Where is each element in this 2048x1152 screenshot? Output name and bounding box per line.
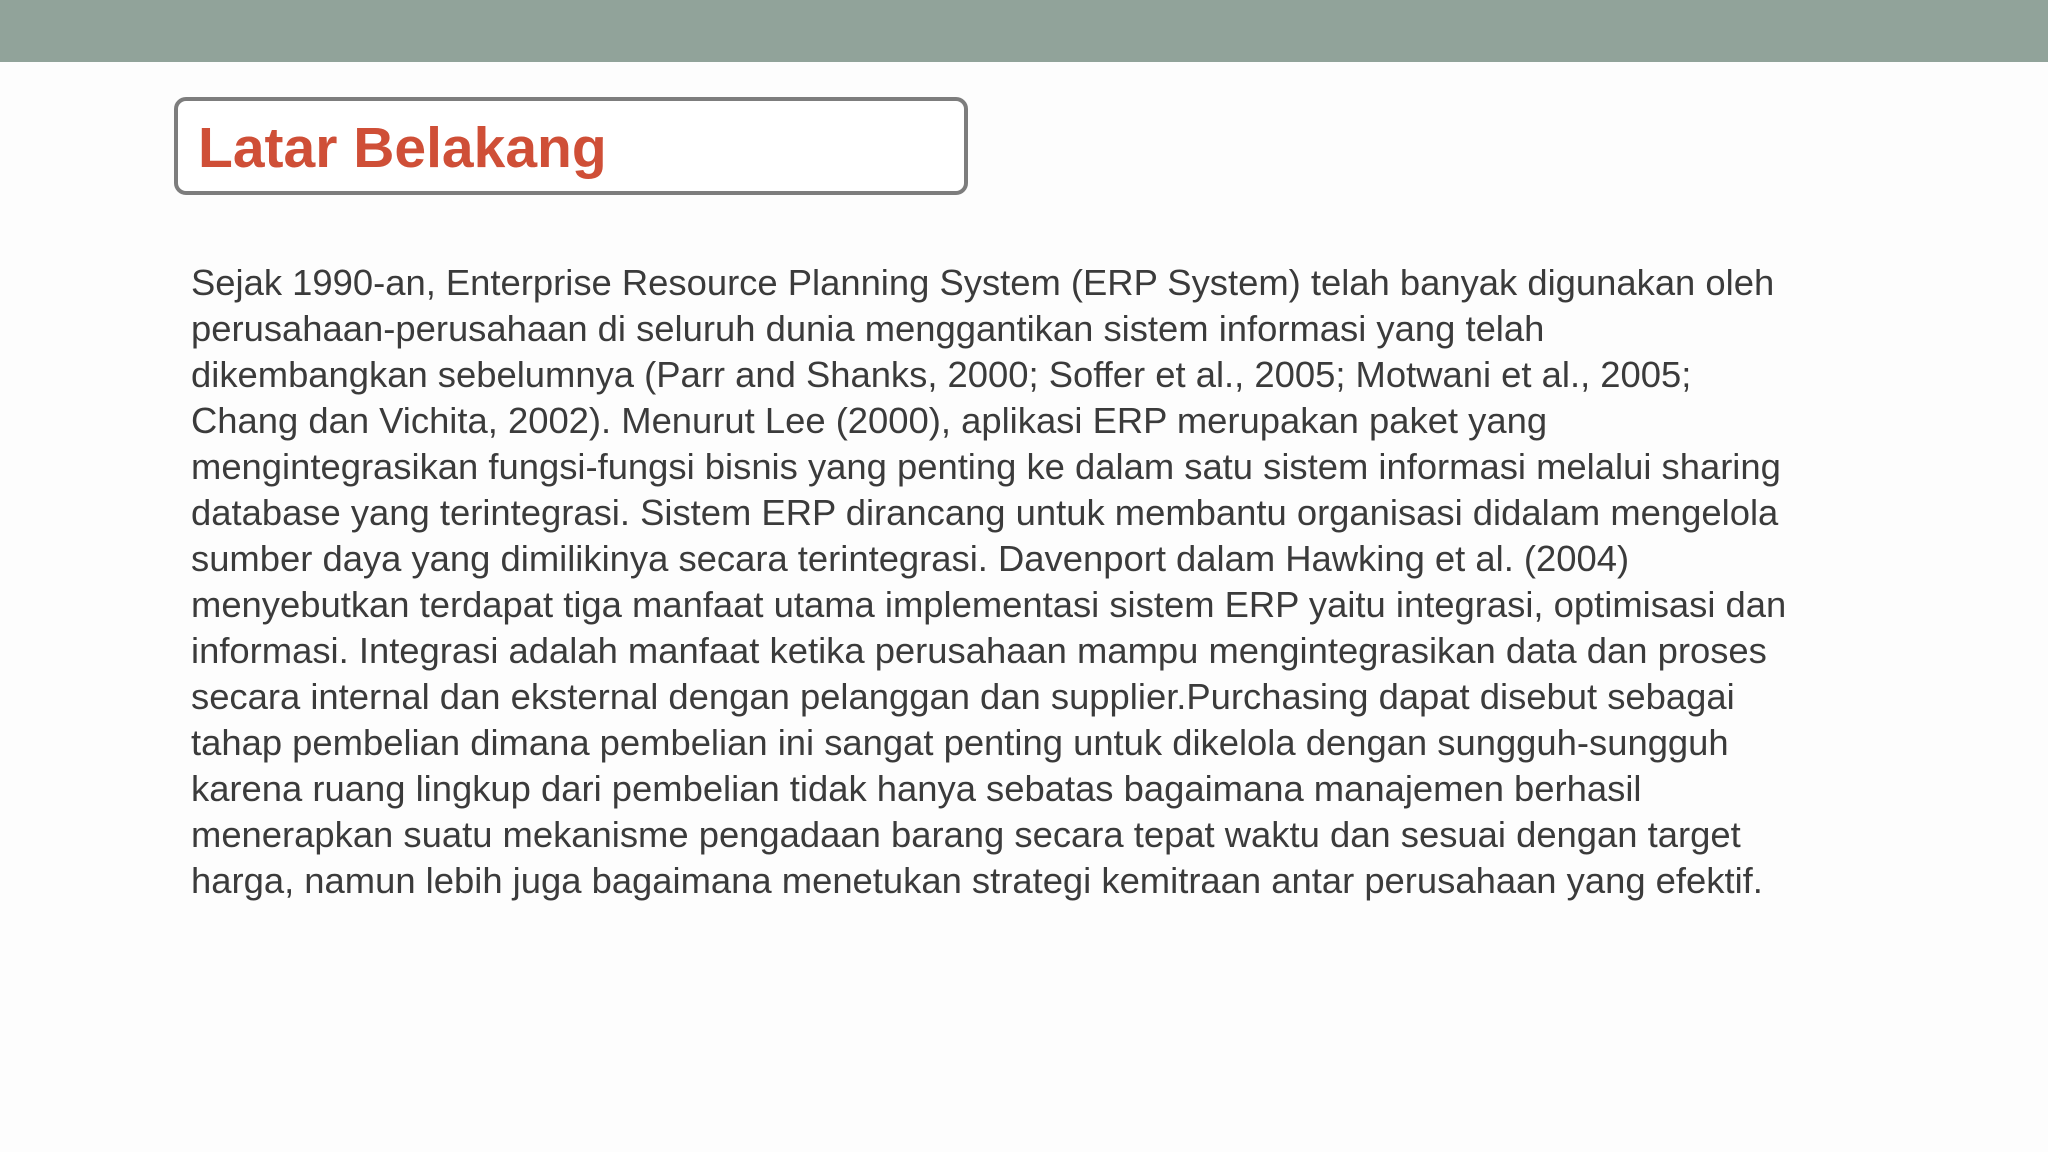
body-line: tahap pembelian dimana pembelian ini sangat penting untuk dikelola dengan sungguh-sungguh (191, 722, 1729, 763)
top-accent-bar (0, 0, 2048, 62)
body-line: secara internal dan eksternal dengan pelanggan dan supplier.Purchasing dapat disebut sebagai (191, 676, 1735, 717)
body-line: sumber daya yang dimilikinya secara terintegrasi. Davenport dalam Hawking et al. (2004) (191, 538, 1630, 579)
body-line: perusahaan-perusahaan di seluruh dunia menggantikan sistem informasi yang telah (191, 308, 1545, 349)
body-line: karena ruang lingkup dari pembelian tidak hanya sebatas bagaimana manajemen berhasil (191, 768, 1642, 809)
body-paragraph (191, 260, 1911, 904)
body-line: Sejak 1990-an, Enterprise Resource Planning System (ERP System) telah banyak digunakan oleh (191, 262, 1775, 303)
body-line: database yang terintegrasi. Sistem ERP dirancang untuk membantu organisasi didalam mengelola (191, 492, 1779, 533)
body-line: menyebutkan terdapat tiga manfaat utama implementasi sistem ERP yaitu integrasi, optimisasi dan (191, 584, 1787, 625)
body-line: harga, namun lebih juga bagaimana menetukan strategi kemitraan antar perusahaan yang efektif. (191, 860, 1763, 901)
body-line: menerapkan suatu mekanisme pengadaan barang secara tepat waktu dan sesuai dengan target (191, 814, 1741, 855)
title-box (174, 97, 968, 195)
body-line: dikembangkan sebelumnya (Parr and Shanks, 2000; Soffer et al., 2005; Motwani et al., 2005; (191, 354, 1692, 395)
body-line: mengintegrasikan fungsi-fungsi bisnis yang penting ke dalam satu sistem informasi melalui sharing (191, 446, 1781, 487)
body-line: Chang dan Vichita, 2002). Menurut Lee (2000), aplikasi ERP merupakan paket yang (191, 400, 1548, 441)
slide-title: Latar Belakang (198, 116, 607, 180)
body-line: informasi. Integrasi adalah manfaat ketika perusahaan mampu mengintegrasikan data dan proses (191, 630, 1767, 671)
